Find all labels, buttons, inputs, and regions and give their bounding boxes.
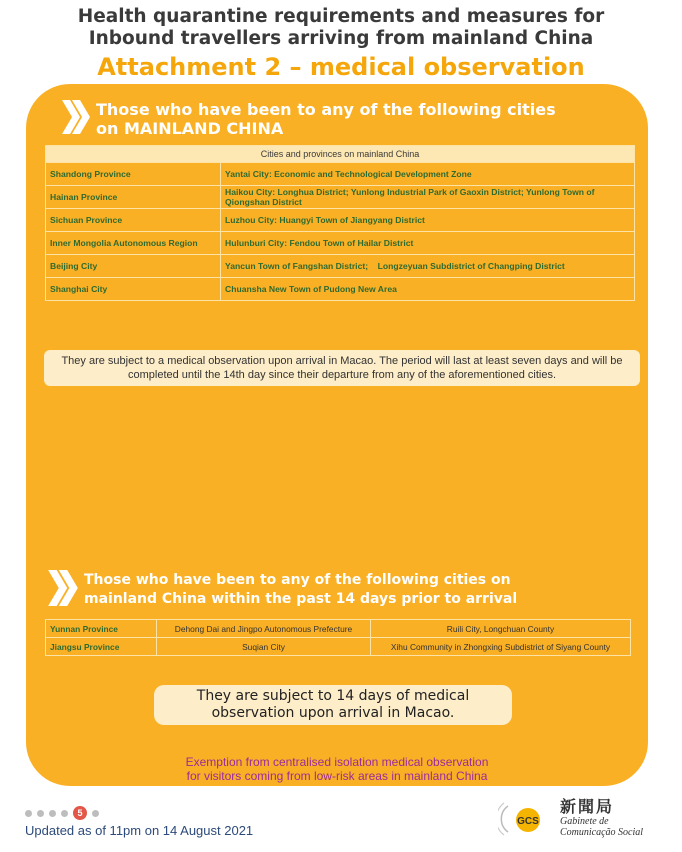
area-cell: Suqian City [157,638,371,656]
cities-cell: Chuansha New Town of Pudong New Area [221,278,635,301]
double-chevron-icon [48,570,78,606]
title-line-2: Inbound travellers arriving from mainland China [88,28,594,49]
province-cell: Yunnan Province [46,620,157,638]
page-header [0,6,682,82]
logo-chinese: 新聞局 [560,797,615,816]
logo-portuguese-2: Comunicação Social [560,827,644,838]
cities-cell: Luzhou City: Huangyi Town of Jiangyang District [221,209,635,232]
title-line-1: Health quarantine requirements and measures for [77,6,605,27]
gcs-emblem-icon [498,798,554,838]
province-cell: Shanghai City [46,278,221,301]
detail-cell: Xihu Community in Zhongxing Subdistrict of Siyang County [371,638,631,656]
svg-text:GCS: GCS [517,816,539,827]
table-row [46,638,631,656]
page-dot-current[interactable]: 5 [73,806,87,820]
province-cell: Sichuan Province [46,209,221,232]
table-row [46,255,635,278]
section2-title-line-2: mainland China within the past 14 days prior to arrival [84,591,518,607]
cities-cell: Yantai City: Economic and Technological Development Zone [221,163,635,186]
section1-title-line-2: on MAINLAND CHINA [96,119,284,138]
province-cell: Inner Mongolia Autonomous Region [46,232,221,255]
table-row [46,620,631,638]
table-row [46,278,635,301]
detail-cell: Ruili City, Longchuan County [371,620,631,638]
content-panel [26,84,648,786]
section1-table [45,145,635,301]
page-dot[interactable] [49,810,56,817]
page-dot[interactable] [92,810,99,817]
gcs-logo [498,798,643,838]
table-row [46,186,635,209]
page-dot[interactable] [37,810,44,817]
area-cell: Dehong Dai and Jingpo Autonomous Prefecture [157,620,371,638]
cities-cell: Yancun Town of Fangshan District; Longzeyuan Subdistrict of Changping District [221,255,635,278]
attachment-subtitle: Attachment 2 – medical observation [97,53,585,81]
table-row [46,163,635,186]
section2-table [45,619,631,656]
pagination [25,806,104,820]
exemption-line-2: for visitors coming from low-risk areas in mainland China [186,769,488,783]
section1-note: They are subject to a medical observation upon arrival in Macao. The period will last at least seven days and will be completed until the 14th day since their departure from any of the aforementioned cities. [44,350,640,386]
section2-title-line-1: Those who have been to any of the following cities on [84,572,511,588]
section2-note [154,685,512,725]
province-cell: Shandong Province [46,163,221,186]
section2-note-line-2: observation upon arrival in Macao. [211,705,455,721]
table-header: Cities and provinces on mainland China [46,146,635,163]
cities-cell: Haikou City: Longhua District; Yunlong Industrial Park of Gaoxin District; Yunlong Town of Qiongshan District [221,186,635,209]
section1-heading [62,100,556,138]
exemption-link[interactable] [26,755,648,783]
section2-heading [48,570,517,609]
table-row [46,232,635,255]
exemption-line-1: Exemption from centralised isolation medical observation [185,755,489,769]
page-dot[interactable] [25,810,32,817]
province-cell: Hainan Province [46,186,221,209]
table-row [46,209,635,232]
logo-portuguese-1: Gabinete de [560,816,609,827]
cities-cell: Hulunburi City: Fendou Town of Hailar District [221,232,635,255]
page-dot[interactable] [61,810,68,817]
province-cell: Jiangsu Province [46,638,157,656]
section2-note-line-1: They are subject to 14 days of medical [196,688,470,704]
logo-text [560,798,643,838]
updated-timestamp: Updated as of 11pm on 14 August 2021 [25,823,254,838]
double-chevron-icon [62,100,90,134]
section1-title-line-1: Those who have been to any of the following cities [96,100,556,119]
province-cell: Beijing City [46,255,221,278]
